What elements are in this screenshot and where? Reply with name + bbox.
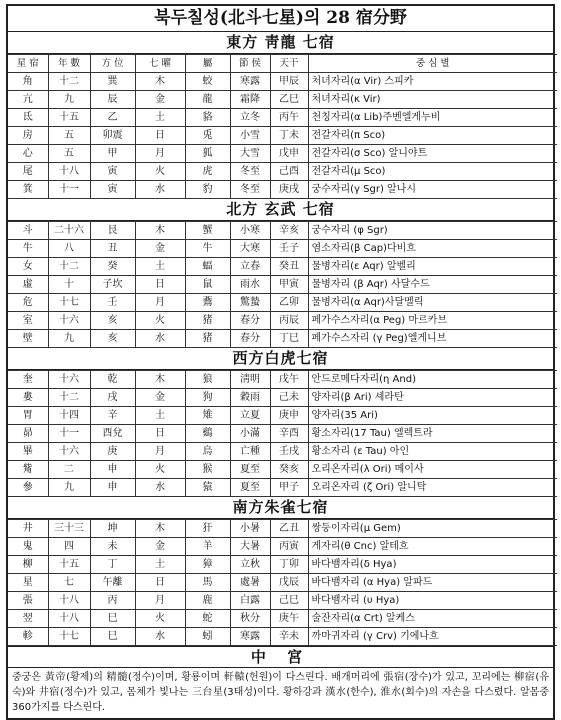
table-cell: 午離 (90, 574, 135, 592)
table-row (8, 294, 557, 312)
table-cell: 丙寅 (270, 538, 308, 556)
column-header: 星 宿 (8, 55, 48, 73)
table-cell: 寅 (90, 163, 135, 181)
section-table (8, 519, 557, 646)
central-star-cell: 궁수자리 (φ Sgr) (308, 222, 557, 240)
table-cell: 虛 (8, 276, 48, 294)
table-cell: 亡種 (230, 443, 270, 461)
table-cell: 十二 (48, 389, 90, 407)
table-cell: 九 (48, 330, 90, 348)
central-star-cell: 양자리(35 Ari) (308, 407, 557, 425)
table-row (8, 145, 557, 163)
table-row (8, 479, 557, 497)
table-cell: 木 (135, 520, 185, 538)
central-star-cell: 처녀자리(α Vir) 스피카 (308, 73, 557, 91)
table-cell: 月 (135, 592, 185, 610)
table-cell: 庚午 (270, 610, 308, 628)
table-cell: 癸亥 (270, 461, 308, 479)
table-cell: 夏至 (230, 461, 270, 479)
table-cell: 甲 (90, 145, 135, 163)
table-cell: 霜降 (230, 91, 270, 109)
table-cell: 日 (135, 276, 185, 294)
table-cell: 豹 (185, 181, 230, 199)
table-row (8, 312, 557, 330)
table-cell: 蟹 (185, 222, 230, 240)
table-cell: 小暑 (230, 520, 270, 538)
table-cell: 冬至 (230, 163, 270, 181)
central-star-cell: 바다뱀자리 (υ Hya) (308, 592, 557, 610)
table-row (8, 222, 557, 240)
table-cell: 丙午 (270, 109, 308, 127)
central-star-cell: 오리온자리(λ Ori) 메이사 (308, 461, 557, 479)
table-cell: 甲子 (270, 479, 308, 497)
page-title: 북두칠성(北斗七星)의 28 宿分野 (8, 6, 553, 32)
star-table-document (6, 4, 555, 720)
table-cell: 翌 (8, 610, 48, 628)
table-cell: 巳 (90, 628, 135, 646)
table-cell: 十七 (48, 294, 90, 312)
table-cell: 十八 (48, 163, 90, 181)
central-star-cell: 전갈자리(π Sco) (308, 127, 557, 145)
table-cell: 火 (135, 163, 185, 181)
section-heading: 東方 靑龍 七宿 (8, 32, 553, 54)
central-star-cell: 전갈자리(σ Sco) 알니야트 (308, 145, 557, 163)
table-cell: 立夏 (230, 407, 270, 425)
table-cell: 夏至 (230, 479, 270, 497)
table-cell: 艮 (90, 222, 135, 240)
table-cell: 水 (135, 330, 185, 348)
central-star-cell: 황소자리 (ε Tau) 아인 (308, 443, 557, 461)
table-cell: 十二 (48, 258, 90, 276)
central-star-cell: 페가수스자리 (γ Peg)엘게니브 (308, 330, 557, 348)
table-row (8, 127, 557, 145)
table-cell: 龍 (185, 91, 230, 109)
table-cell: 子坎 (90, 276, 135, 294)
table-cell: 寒露 (230, 628, 270, 646)
table-cell: 參 (8, 479, 48, 497)
table-cell: 卯震 (90, 127, 135, 145)
table-cell: 立秋 (230, 556, 270, 574)
table-cell: 十五 (48, 109, 90, 127)
table-cell: 大雪 (230, 145, 270, 163)
table-cell: 蛟 (185, 73, 230, 91)
table-cell: 軫 (8, 628, 48, 646)
column-header: 屬 (185, 55, 230, 73)
section-heading: 北方 玄武 七宿 (8, 199, 553, 221)
table-cell: 丁未 (270, 127, 308, 145)
table-cell: 寒露 (230, 73, 270, 91)
table-cell: 馬 (185, 574, 230, 592)
table-row (8, 628, 557, 646)
table-cell: 婁 (8, 389, 48, 407)
table-cell: 癸 (90, 258, 135, 276)
table-cell: 乙卯 (270, 294, 308, 312)
table-cell: 十六 (48, 443, 90, 461)
table-cell: 鹿 (185, 592, 230, 610)
table-row (8, 109, 557, 127)
table-cell: 十 (48, 276, 90, 294)
table-cell: 猿 (185, 479, 230, 497)
table-row (8, 389, 557, 407)
table-cell: 辰 (90, 91, 135, 109)
central-star-cell: 염소자리(β Cap)다비흐 (308, 240, 557, 258)
table-cell: 月 (135, 443, 185, 461)
table-row (8, 610, 557, 628)
table-cell: 春分 (230, 312, 270, 330)
table-cell: 二十六 (48, 222, 90, 240)
central-star-cell: 물병자리(ε Aqr) 알벨리 (308, 258, 557, 276)
central-star-cell: 오리온자리 (ζ Ori) 알니탁 (308, 479, 557, 497)
table-cell: 貉 (185, 109, 230, 127)
central-star-cell: 전갈자리(μ Sco) (308, 163, 557, 181)
table-cell: 虎 (185, 163, 230, 181)
table-cell: 牛 (185, 240, 230, 258)
table-cell: 土 (135, 556, 185, 574)
table-cell: 乙巳 (270, 91, 308, 109)
table-cell: 壬子 (270, 240, 308, 258)
table-cell: 水 (135, 181, 185, 199)
table-cell: 金 (135, 240, 185, 258)
table-cell: 狐 (185, 145, 230, 163)
table-cell: 八 (48, 240, 90, 258)
table-cell: 蝠 (185, 258, 230, 276)
table-cell: 木 (135, 73, 185, 91)
table-cell: 淸明 (230, 371, 270, 389)
sections-container (8, 32, 553, 646)
table-cell: 牛 (8, 240, 48, 258)
table-cell: 小滿 (230, 425, 270, 443)
table-cell: 辛 (90, 407, 135, 425)
table-cell: 酉兌 (90, 425, 135, 443)
table-row (8, 556, 557, 574)
table-cell: 猪 (185, 312, 230, 330)
column-header: 天干 (270, 55, 308, 73)
table-cell: 蚓 (185, 628, 230, 646)
table-cell: 雨水 (230, 276, 270, 294)
table-cell: 畢 (8, 443, 48, 461)
section-table (8, 221, 557, 348)
central-star-cell: 까마귀자리 (γ Crv) 기에나흐 (308, 628, 557, 646)
table-row (8, 163, 557, 181)
table-cell: 申 (90, 461, 135, 479)
table-cell: 申 (90, 479, 135, 497)
table-cell: 十四 (48, 407, 90, 425)
table-cell: 辛酉 (270, 425, 308, 443)
table-cell: 己酉 (270, 163, 308, 181)
table-cell: 奎 (8, 371, 48, 389)
table-cell: 鼠 (185, 276, 230, 294)
table-cell: 己巳 (270, 592, 308, 610)
section-heading: 南方朱雀七宿 (8, 497, 553, 519)
table-row (8, 443, 557, 461)
table-cell: 房 (8, 127, 48, 145)
table-cell: 斗 (8, 222, 48, 240)
table-cell: 三十三 (48, 520, 90, 538)
central-star-cell: 바다뱀자리(δ Hya) (308, 556, 557, 574)
table-cell: 日 (135, 425, 185, 443)
table-cell: 小寒 (230, 222, 270, 240)
table-cell: 昴 (8, 425, 48, 443)
table-cell: 日 (135, 574, 185, 592)
table-cell: 九 (48, 479, 90, 497)
table-cell: 十一 (48, 181, 90, 199)
central-star-cell: 물병자리 (β Aqr) 사달수드 (308, 276, 557, 294)
table-cell: 七 (48, 574, 90, 592)
column-header: 節 侯 (230, 55, 270, 73)
table-cell: 十五 (48, 556, 90, 574)
table-row (8, 73, 557, 91)
table-row (8, 574, 557, 592)
center-palace-text: 중궁은 黃帝(황제)의 精髓(정수)이며, 황룡이며 軒轅(헌원)이 다스린다. 배개머리에 張宿(장수)가 있고, 꼬리에는 柳宿(유숙)와 井宿(정수)가 있고, 몸체가 빛나는 三台星(3태성)이다. 황하강과 漢水(한수), 淮水(회수)의 자손을 다스렸다. 알몸중 360가지를 다스린다. (12, 672, 549, 713)
table-cell: 小雪 (230, 127, 270, 145)
table-row (8, 371, 557, 389)
table-cell: 月 (135, 294, 185, 312)
table-cell: 丙辰 (270, 312, 308, 330)
table-cell: 丁卯 (270, 556, 308, 574)
table-cell: 甲寅 (270, 276, 308, 294)
table-cell: 觜 (8, 461, 48, 479)
table-cell: 戊辰 (270, 574, 308, 592)
table-cell: 火 (135, 312, 185, 330)
table-cell: 處暑 (230, 574, 270, 592)
table-cell: 火 (135, 461, 185, 479)
table-cell: 巽 (90, 73, 135, 91)
table-cell: 尾 (8, 163, 48, 181)
table-cell: 心 (8, 145, 48, 163)
table-cell: 金 (135, 389, 185, 407)
table-cell: 獐 (185, 556, 230, 574)
table-cell: 戌 (90, 389, 135, 407)
table-cell: 亢 (8, 91, 48, 109)
central-star-cell: 페가수스자리(α Peg) 마르카브 (308, 312, 557, 330)
table-cell: 寅 (90, 181, 135, 199)
table-cell: 犴 (185, 520, 230, 538)
table-cell: 十七 (48, 628, 90, 646)
table-cell: 危 (8, 294, 48, 312)
table-cell: 大寒 (230, 240, 270, 258)
table-cell: 亥 (90, 312, 135, 330)
table-cell: 狼 (185, 371, 230, 389)
table-cell: 庚 (90, 443, 135, 461)
table-cell: 五 (48, 145, 90, 163)
section-heading: 西方白虎七宿 (8, 348, 553, 370)
column-header: 年 數 (48, 55, 90, 73)
table-cell: 壬 (90, 294, 135, 312)
table-cell: 十一 (48, 425, 90, 443)
table-cell: 大暑 (230, 538, 270, 556)
table-cell: 氐 (8, 109, 48, 127)
table-cell: 柳 (8, 556, 48, 574)
table-cell: 穀雨 (230, 389, 270, 407)
table-cell: 狗 (185, 389, 230, 407)
central-star-cell: 궁수자리(γ Sgr) 알나시 (308, 181, 557, 199)
central-star-cell: 안드로메다자리(η And) (308, 371, 557, 389)
table-cell: 驚蟄 (230, 294, 270, 312)
table-cell: 己未 (270, 389, 308, 407)
table-cell: 二 (48, 461, 90, 479)
central-star-cell: 천칭자리(α Lib)주벤엘게누비 (308, 109, 557, 127)
table-cell: 九 (48, 91, 90, 109)
table-cell: 猴 (185, 461, 230, 479)
table-cell: 庚戌 (270, 181, 308, 199)
table-cell: 烏 (185, 443, 230, 461)
table-cell: 壁 (8, 330, 48, 348)
table-cell: 鷰 (185, 294, 230, 312)
table-cell: 巳 (90, 610, 135, 628)
table-row (8, 330, 557, 348)
table-cell: 四 (48, 538, 90, 556)
table-cell: 火 (135, 610, 185, 628)
central-star-cell: 처녀자리(κ Vir) (308, 91, 557, 109)
column-header: 중 심 별 (308, 55, 557, 73)
table-cell: 鬼 (8, 538, 48, 556)
table-cell: 水 (135, 628, 185, 646)
table-cell: 十二 (48, 73, 90, 91)
table-cell: 箕 (8, 181, 48, 199)
table-cell: 冬至 (230, 181, 270, 199)
table-cell: 室 (8, 312, 48, 330)
table-cell: 胃 (8, 407, 48, 425)
section-table (8, 54, 557, 199)
table-cell: 蛇 (185, 610, 230, 628)
table-row (8, 91, 557, 109)
table-cell: 辛未 (270, 628, 308, 646)
table-row (8, 461, 557, 479)
table-cell: 星 (8, 574, 48, 592)
table-cell: 十六 (48, 312, 90, 330)
table-cell: 角 (8, 73, 48, 91)
table-row (8, 181, 557, 199)
table-cell: 立春 (230, 258, 270, 276)
table-cell: 秋分 (230, 610, 270, 628)
table-row (8, 276, 557, 294)
table-cell: 戊申 (270, 145, 308, 163)
central-star-cell: 황소자리(17 Tau) 엘렉트라 (308, 425, 557, 443)
table-cell: 雉 (185, 407, 230, 425)
table-row (8, 538, 557, 556)
table-cell: 金 (135, 91, 185, 109)
table-cell: 丁 (90, 556, 135, 574)
table-cell: 亥 (90, 330, 135, 348)
central-star-cell: 물병자리(α Aqr)사달멜릭 (308, 294, 557, 312)
table-cell: 未 (90, 538, 135, 556)
header-row (8, 55, 557, 73)
table-cell: 鷄 (185, 425, 230, 443)
table-cell: 兎 (185, 127, 230, 145)
table-cell: 庚申 (270, 407, 308, 425)
table-cell: 辛亥 (270, 222, 308, 240)
table-cell: 甲辰 (270, 73, 308, 91)
column-header: 方 位 (90, 55, 135, 73)
center-palace-heading: 中 宮 (8, 646, 553, 668)
central-star-cell: 쌍둥이자리(μ Gem) (308, 520, 557, 538)
table-cell: 女 (8, 258, 48, 276)
table-cell: 金 (135, 538, 185, 556)
table-cell: 土 (135, 407, 185, 425)
table-cell: 日 (135, 127, 185, 145)
table-cell: 壬戌 (270, 443, 308, 461)
table-row (8, 520, 557, 538)
central-star-cell: 바다뱀자리 (α Hya) 알파드 (308, 574, 557, 592)
table-cell: 丁巳 (270, 330, 308, 348)
table-cell: 十八 (48, 592, 90, 610)
table-cell: 五 (48, 127, 90, 145)
table-cell: 乾 (90, 371, 135, 389)
table-cell: 立冬 (230, 109, 270, 127)
table-cell: 十六 (48, 371, 90, 389)
table-cell: 乙 (90, 109, 135, 127)
table-cell: 丙 (90, 592, 135, 610)
table-cell: 土 (135, 109, 185, 127)
table-cell: 猪 (185, 330, 230, 348)
table-cell: 白露 (230, 592, 270, 610)
central-star-cell: 게자리(θ Cnc) 알테흐 (308, 538, 557, 556)
table-cell: 木 (135, 222, 185, 240)
table-row (8, 425, 557, 443)
table-cell: 癸丑 (270, 258, 308, 276)
table-cell: 水 (135, 479, 185, 497)
column-header: 七 曜 (135, 55, 185, 73)
table-cell: 張 (8, 592, 48, 610)
table-cell: 十八 (48, 610, 90, 628)
table-row (8, 592, 557, 610)
table-cell: 春分 (230, 330, 270, 348)
table-cell: 坤 (90, 520, 135, 538)
table-cell: 月 (135, 145, 185, 163)
table-row (8, 258, 557, 276)
section-table (8, 370, 557, 497)
table-row (8, 240, 557, 258)
table-cell: 乙丑 (270, 520, 308, 538)
central-star-cell: 양자리(β Ari) 셰라탄 (308, 389, 557, 407)
table-cell: 木 (135, 371, 185, 389)
table-cell: 井 (8, 520, 48, 538)
central-star-cell: 술잔자리(α Crt) 알케스 (308, 610, 557, 628)
table-cell: 丑 (90, 240, 135, 258)
table-cell: 羊 (185, 538, 230, 556)
table-cell: 土 (135, 258, 185, 276)
table-cell: 戊午 (270, 371, 308, 389)
table-row (8, 407, 557, 425)
